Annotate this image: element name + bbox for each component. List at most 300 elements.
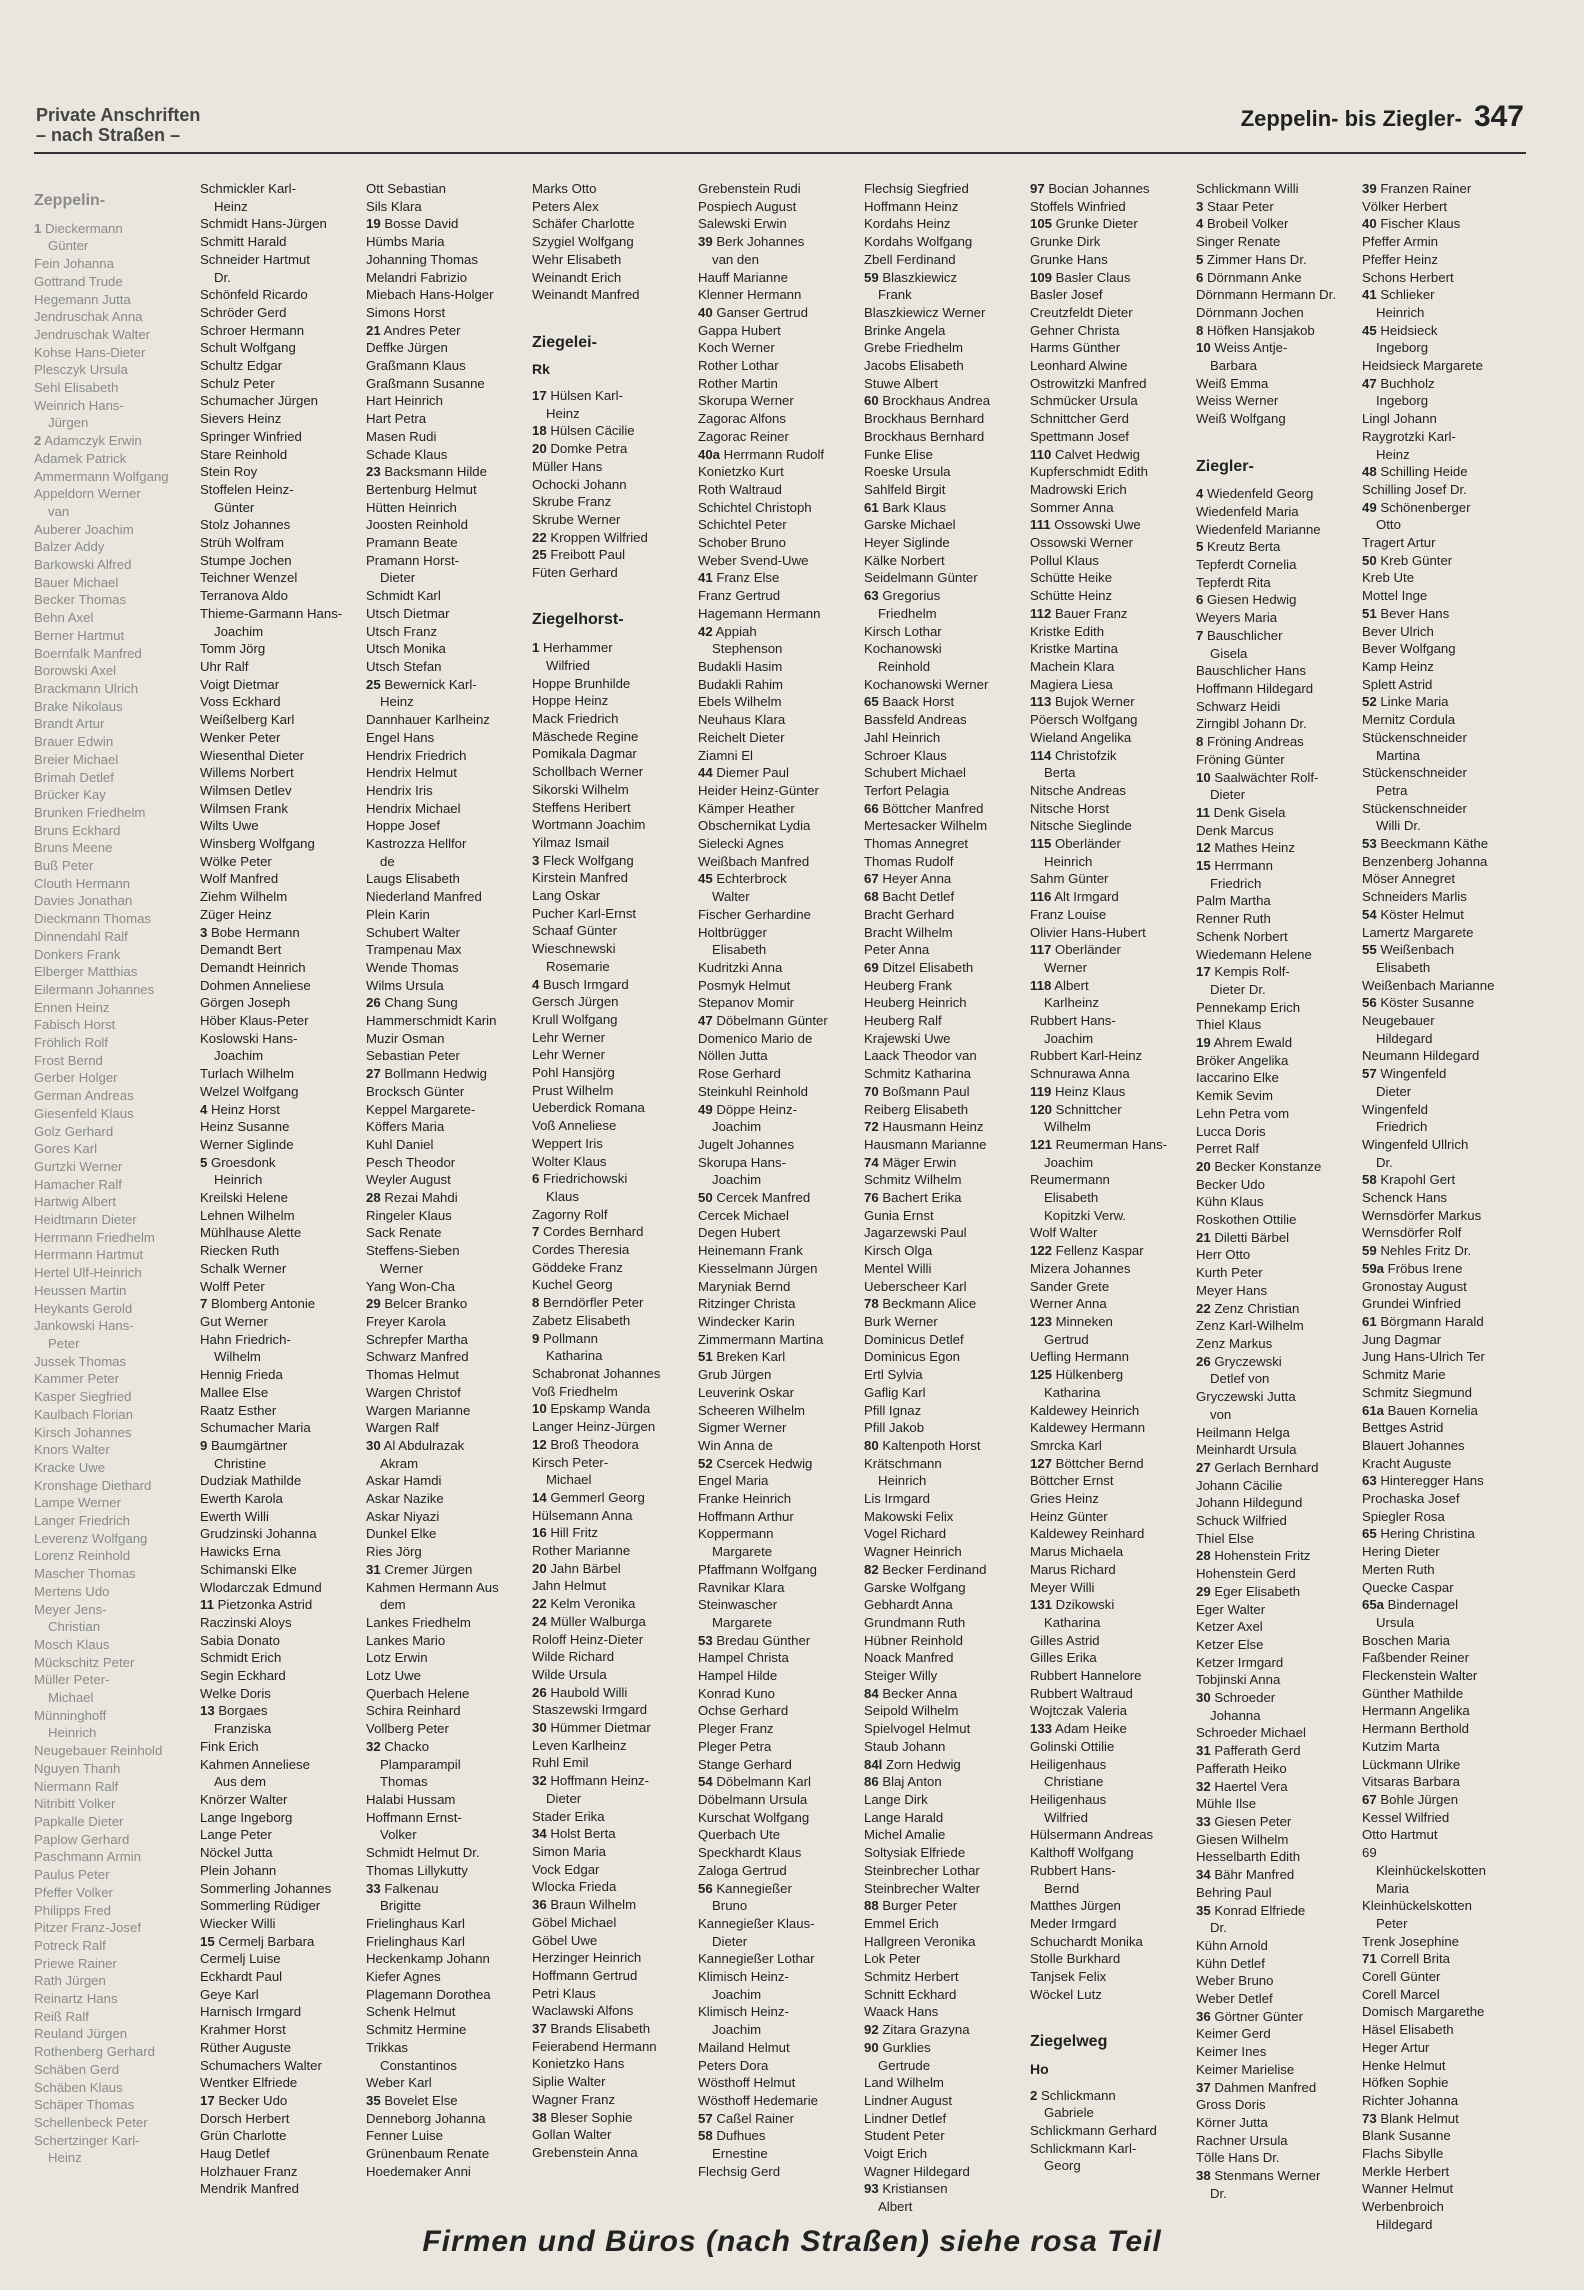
directory-entry: Schilling Josef Dr. — [1362, 481, 1467, 497]
directory-column — [200, 180, 366, 2197]
directory-entry: Kristke Martina — [1030, 641, 1118, 657]
directory-entry: 51 Breken Karl — [698, 1349, 786, 1365]
directory-entry: Spettmann Josef — [1030, 428, 1129, 444]
directory-entry: 115 Oberländer — [1030, 836, 1121, 852]
directory-entry: 2 Adamczyk Erwin — [34, 433, 142, 449]
directory-entry: Joachim — [1044, 1030, 1094, 1046]
directory-entry: Brinke Angela — [864, 322, 946, 338]
directory-entry: Wiecker Willi — [200, 1915, 276, 1931]
directory-entry: Michel Amalie — [864, 1827, 946, 1843]
directory-entry: Kupferschmidt Edith — [1030, 464, 1149, 480]
directory-entry: Gappa Hubert — [698, 322, 781, 338]
directory-entry: Blaszkiewicz Werner — [864, 304, 986, 320]
directory-entry: 40 Ganser Gertrud — [698, 304, 808, 320]
directory-entry: Göbel Michael — [532, 1914, 617, 1930]
directory-entry: Potreck Ralf — [34, 1937, 106, 1953]
directory-entry: Konietzko Hans — [532, 2056, 625, 2072]
directory-entry: Kordahs Heinz — [864, 216, 951, 232]
directory-entry: 41 Schlieker — [1362, 287, 1435, 303]
directory-entry: Pomikala Dagmar — [532, 746, 637, 762]
directory-entry: 20 Becker Konstanze — [1196, 1158, 1322, 1174]
directory-entry: Garske Michael — [864, 517, 956, 533]
directory-entry: 13 Borgaes — [200, 1703, 268, 1719]
directory-entry: 34 Holst Berta — [532, 1826, 616, 1842]
directory-entry: Katharina — [1044, 1384, 1101, 1400]
directory-entry: Rachner Ursula — [1196, 2132, 1288, 2148]
directory-entry: Ueberscheer Karl — [864, 1278, 967, 1294]
directory-entry: 4 Heinz Horst — [200, 1101, 280, 1117]
directory-entry: Kannegießer Lothar — [698, 1951, 815, 1967]
directory-entry: Sommerling Johannes — [200, 1880, 332, 1896]
directory-entry: Utsch Monika — [366, 641, 446, 657]
directory-entry: Stephenson — [712, 641, 783, 657]
directory-entry: Höber Klaus-Peter — [200, 1013, 309, 1029]
directory-entry: Pramann Beate — [366, 535, 458, 551]
directory-entry: 21 Diletti Bärbel — [1196, 1229, 1290, 1245]
directory-entry: Kühn Klaus — [1196, 1194, 1264, 1210]
directory-entry: Rubbert Hannelore — [1030, 1668, 1142, 1684]
directory-entry: Kutzim Marta — [1362, 1738, 1440, 1754]
directory-entry: 8 Berndörfler Peter — [532, 1295, 644, 1311]
directory-entry: Schollbach Werner — [532, 764, 644, 780]
directory-entry: Wilms Ursula — [366, 977, 444, 993]
directory-entry: Hendrix Helmut — [366, 765, 457, 781]
directory-entry: Seidelmann Günter — [864, 570, 978, 586]
directory-entry: Ochocki Johann — [532, 476, 627, 492]
directory-entry: Kreb Ute — [1362, 570, 1415, 586]
directory-entry: Rother Marianne — [532, 1543, 631, 1559]
directory-entry: Demandt Bert — [200, 942, 282, 958]
directory-entry: 125 Hülkenberg — [1030, 1367, 1124, 1383]
directory-entry: Grundmann Ruth — [864, 1614, 966, 1630]
directory-entry: Kuhl Daniel — [366, 1136, 434, 1152]
directory-entry: Bracht Wilhelm — [864, 924, 953, 940]
directory-entry: 27 Gerlach Bernhard — [1196, 1459, 1319, 1475]
directory-entry: Askar Hamdi — [366, 1473, 442, 1489]
directory-entry: Hampel Hilde — [698, 1668, 778, 1684]
directory-entry: Tomm Jörg — [200, 641, 266, 657]
directory-entry: Ochse Gerhard — [698, 1703, 789, 1719]
directory-entry: 84 Becker Anna — [864, 1685, 958, 1701]
directory-entry: Behring Paul — [1196, 1884, 1272, 1900]
directory-entry: Schäfer Charlotte — [532, 216, 635, 232]
directory-entry: Johanning Thomas — [366, 251, 478, 267]
directory-entry: Heiligenhaus — [1030, 1756, 1107, 1772]
directory-entry: Franke Heinrich — [698, 1491, 792, 1507]
directory-entry: Fröhlich Rolf — [34, 1035, 109, 1051]
directory-entry: Schira Reinhard — [366, 1703, 461, 1719]
directory-entry: Heussen Martin — [34, 1282, 127, 1298]
directory-entry: 74 Mäger Erwin — [864, 1154, 957, 1170]
directory-entry: Mäschede Regine — [532, 728, 639, 744]
directory-entry: Smrcka Karl — [1030, 1437, 1102, 1453]
directory-entry: Iaccarino Elke — [1196, 1070, 1279, 1086]
directory-entry: Berner Hartmut — [34, 627, 125, 643]
directory-entry: Brimah Detlef — [34, 769, 114, 785]
directory-entry: Golz Gerhard — [34, 1123, 114, 1139]
directory-entry: 1 Herhammer — [532, 640, 613, 656]
directory-entry: Katharina — [1044, 1614, 1101, 1630]
directory-entry: Raczinski Aloys — [200, 1614, 292, 1630]
directory-entry: Ries Jörg — [366, 1544, 422, 1560]
directory-entry: Flechsig Siegfried — [864, 181, 969, 196]
directory-entry: Tölle Hans Dr. — [1196, 2150, 1280, 2166]
directory-entry: 47 Buchholz — [1362, 375, 1435, 391]
directory-entry: Wöckel Lutz — [1030, 1986, 1102, 2002]
directory-entry: Zenz Markus — [1196, 1336, 1273, 1351]
directory-entry: Gross Doris — [1196, 2097, 1266, 2113]
directory-entry: 57 Wingenfeld — [1362, 1066, 1447, 1082]
directory-entry: Hermann Angelika — [1362, 1703, 1470, 1719]
directory-entry: Brunken Friedhelm — [34, 804, 146, 820]
directory-entry: Mendrik Manfred — [200, 2181, 299, 2197]
directory-entry: Laack Theodor van — [864, 1048, 977, 1064]
directory-entry: 2 Schlickmann — [1030, 2087, 1116, 2103]
directory-entry: Schmidt Erich — [200, 1650, 282, 1666]
directory-entry: Gebhardt Anna — [864, 1597, 953, 1613]
directory-entry: Fabisch Horst — [34, 1017, 116, 1033]
directory-entry: Bruno — [712, 1898, 748, 1914]
directory-entry: Uhr Ralf — [200, 658, 249, 674]
directory-entry: Schlickmann Willi — [1196, 181, 1299, 196]
directory-entry: Hildegard — [1376, 2216, 1433, 2232]
directory-entry: 7 Blomberg Antonie — [200, 1296, 316, 1312]
directory-entry: Klimisch Heinz- — [698, 1969, 789, 1985]
directory-entry: Elisabeth — [712, 942, 767, 958]
directory-entry: Buß Peter — [34, 858, 94, 874]
directory-entry: Emmel Erich — [864, 1915, 939, 1931]
directory-entry: Tanjsek Felix — [1030, 1969, 1107, 1985]
directory-entry: 3 Staar Peter — [1196, 198, 1274, 214]
directory-entry: Heyer Siglinde — [864, 535, 950, 551]
directory-entry: Krajewski Uwe — [864, 1030, 951, 1046]
directory-entry: Ebels Wilhelm — [698, 694, 782, 710]
directory-entry: Sehl Elisabeth — [34, 380, 119, 396]
directory-entry: Kleinhückelskotten — [1362, 1898, 1472, 1914]
directory-entry: Dörnmann Jochen — [1196, 304, 1304, 320]
directory-entry: Feierabend Hermann — [532, 2038, 657, 2054]
directory-entry: 44 Diemer Paul — [698, 765, 789, 781]
directory-entry: Sander Grete — [1030, 1278, 1110, 1294]
directory-entry: Skorupa Werner — [698, 393, 794, 409]
directory-entry: Stare Reinhold — [200, 446, 288, 462]
directory-entry: Schmidt Hans-Jürgen — [200, 216, 327, 232]
directory-entry: Holzhauer Franz — [200, 2163, 298, 2179]
directory-entry: 76 Bachert Erika — [864, 1190, 962, 1206]
directory-column — [34, 180, 200, 2170]
directory-entry: Borowski Axel — [34, 663, 117, 679]
directory-entry: Grunke Hans — [1030, 251, 1108, 267]
directory-entry: Jendruschak Anna — [34, 309, 143, 325]
directory-entry: Schalk Werner — [200, 1260, 287, 1276]
directory-entry: 10 Saalwächter Rolf- — [1196, 769, 1319, 785]
directory-entry: Lotz Erwin — [366, 1650, 428, 1666]
directory-entry: Tepferdt Rita — [1196, 574, 1271, 590]
directory-entry: Kuchel Georg — [532, 1277, 613, 1293]
directory-entry: Grundei Winfried — [1362, 1296, 1461, 1312]
directory-entry: Hildegard — [1376, 1030, 1433, 1046]
directory-entry: Hartwig Albert — [34, 1194, 117, 1210]
directory-entry: Papkalle Dieter — [34, 1813, 124, 1829]
directory-entry: Knörzer Walter — [200, 1791, 288, 1807]
directory-entry: Gronostay August — [1362, 1278, 1467, 1294]
directory-entry: Rother Martin — [698, 375, 778, 391]
directory-entry: Thomas Rudolf — [864, 853, 954, 869]
directory-entry: Hohenstein Gerd — [1196, 1566, 1296, 1582]
directory-entry: Eger Walter — [1196, 1601, 1266, 1617]
directory-entry: Petra — [1376, 782, 1408, 798]
directory-entry: Hering Dieter — [1362, 1544, 1440, 1560]
directory-entry: 33 Falkenau — [366, 1880, 439, 1896]
directory-entry — [532, 582, 698, 600]
directory-entry: Klenner Hermann — [698, 287, 802, 303]
directory-entry: Thomas Helmut — [366, 1367, 460, 1383]
directory-entry: Wlodarczak Edmund — [200, 1579, 322, 1595]
directory-entry: Grün Charlotte — [200, 2128, 287, 2144]
directory-entry: Jugelt Johannes — [698, 1136, 795, 1152]
directory-entry: de — [380, 853, 395, 869]
directory-entry: Pfill Jakob — [864, 1420, 925, 1436]
directory-entry: 5 Groesdonk — [200, 1154, 276, 1170]
directory-entry: 127 Böttcher Bernd — [1030, 1455, 1144, 1471]
directory-entry: Mückschitz Peter — [34, 1654, 135, 1670]
directory-entry: 86 Blaj Anton — [864, 1774, 942, 1790]
directory-entry: Gores Karl — [34, 1141, 98, 1157]
directory-entry: Nguyen Thanh — [34, 1760, 121, 1776]
directory-entry: Grünenbaum Renate — [366, 2146, 490, 2162]
directory-entry: Schubert Michael — [864, 765, 966, 781]
directory-entry: Schlickmann Gerhard — [1030, 2122, 1157, 2138]
directory-entry: 59 Nehles Fritz Dr. — [1362, 1243, 1472, 1259]
directory-entry: 35 Bovelet Else — [366, 2092, 458, 2108]
directory-entry: Wagner Hildegard — [864, 2163, 970, 2179]
directory-entry: 22 Kroppen Wilfried — [532, 529, 648, 545]
directory-entry: Langer Friedrich — [34, 1513, 131, 1529]
directory-entry: Gisela — [1210, 645, 1248, 661]
directory-entry: Ravnikar Klara — [698, 1579, 785, 1595]
directory-entry: 65 Baack Horst — [864, 694, 955, 710]
directory-entry: Sievers Heinz — [200, 411, 282, 427]
directory-entry: Münninghoff — [34, 1707, 107, 1723]
directory-entry: 14 Gemmerl Georg — [532, 1489, 645, 1505]
directory-entry: Kirsch Lothar — [864, 623, 942, 639]
directory-entry: Kurschat Wolfgang — [698, 1809, 810, 1825]
directory-entry: Melandri Fabrizio — [366, 269, 468, 285]
directory-entry: Wilhelm — [214, 1349, 261, 1365]
directory-entry: Corell Günter — [1362, 1969, 1441, 1985]
directory-entry: Kiesselmann Jürgen — [698, 1260, 818, 1276]
directory-entry: Corell Marcel — [1362, 1986, 1440, 2002]
directory-entry: Schmitz Wilhelm — [864, 1172, 962, 1188]
directory-entry: Nöllen Jutta — [698, 1048, 768, 1064]
directory-entry: Weber Svend-Uwe — [698, 552, 809, 568]
directory-entry: Kopitzki Verw. — [1044, 1207, 1127, 1223]
directory-entry: Magiera Liesa — [1030, 676, 1113, 692]
directory-entry: Kahmen Anneliese — [200, 1756, 310, 1772]
directory-entry: Wargen Marianne — [366, 1402, 471, 1418]
directory-entry: Wilhelm — [1044, 1119, 1091, 1135]
directory-entry: Völker Herbert — [1362, 198, 1448, 214]
directory-entry: Askar Nazike — [366, 1491, 444, 1507]
directory-entry: Grebenstein Rudi — [698, 181, 801, 196]
directory-entry: Sils Klara — [366, 198, 422, 214]
directory-entry: Schmitt Harald — [200, 234, 287, 250]
directory-entry: 41 Franz Else — [698, 570, 780, 586]
directory-entry: Kochanowski — [864, 641, 942, 657]
directory-entry: Ringeler Klaus — [366, 1207, 452, 1223]
directory-entry: Segin Eckhard — [200, 1668, 286, 1684]
directory-entry: Holtbrügger — [698, 924, 767, 940]
street-subheading: Rk — [532, 361, 550, 378]
directory-entry: Lang Oskar — [532, 888, 601, 904]
directory-entry: 4 Wiedenfeld Georg — [1196, 486, 1314, 502]
directory-entry: Schnurawa Anna — [1030, 1066, 1130, 1082]
directory-entry: Schäper Thomas — [34, 2097, 135, 2113]
directory-entry: 18 Hülsen Cäcilie — [532, 423, 635, 439]
directory-entry: Denk Marcus — [1196, 822, 1274, 838]
directory-entry: Schmitz Siegmund — [1362, 1384, 1472, 1400]
directory-entry: 59 Blaszkiewicz — [864, 269, 958, 285]
directory-entry: Lange Ingeborg — [200, 1809, 293, 1825]
directory-entry: Heinz — [1376, 446, 1410, 462]
directory-entry: Pöersch Wolfgang — [1030, 712, 1138, 728]
directory-entry: Engel Hans — [366, 729, 435, 745]
directory-entry: 54 Köster Helmut — [1362, 906, 1464, 922]
directory-entry: 33 Giesen Peter — [1196, 1813, 1292, 1829]
directory-entry: 40 Fischer Klaus — [1362, 216, 1461, 232]
directory-entry: Schmücker Ursula — [1030, 393, 1138, 409]
directory-entry: Kudritzki Anna — [698, 959, 783, 975]
directory-entry: Stoffelen Heinz- — [200, 481, 294, 497]
directory-entry: 63 Gregorius — [864, 588, 941, 604]
directory-entry: Göbel Uwe — [532, 1932, 598, 1948]
directory-entry: Gerber Holger — [34, 1070, 118, 1086]
directory-entry: Bracht Gerhard — [864, 906, 955, 922]
directory-entry: Zenz Karl-Wilhelm — [1196, 1318, 1304, 1334]
directory-entry: 6 Dörnmann Anke — [1196, 269, 1302, 285]
directory-entry: Madrowski Erich — [1030, 481, 1127, 497]
section-header-line2: – nach Straßen – — [36, 125, 181, 145]
directory-entry: 55 Weißenbach — [1362, 942, 1455, 958]
directory-entry: Meyer Hans — [1196, 1282, 1268, 1298]
directory-entry: Heinz Susanne — [200, 1119, 290, 1135]
directory-entry: Zaloga Gertrud — [698, 1862, 787, 1878]
directory-entry: Brockhaus Bernhard — [864, 428, 985, 444]
directory-entry: Häsel Elisabeth — [1362, 2022, 1454, 2038]
directory-entry: Plein Johann — [200, 1862, 277, 1878]
directory-entry: Brackmann Ulrich — [34, 680, 139, 696]
directory-entry: Wentker Elfriede — [200, 2075, 298, 2091]
directory-entry: Jahl Heinrich — [864, 729, 941, 745]
directory-entry: Bever Ulrich — [1362, 623, 1434, 639]
directory-entry: 50 Cercek Manfred — [698, 1190, 811, 1206]
directory-entry: Utsch Franz — [366, 623, 438, 639]
directory-entry: Steinbrecher Lothar — [864, 1862, 980, 1878]
directory-entry: Neugebauer — [1362, 1013, 1435, 1029]
directory-entry: Zirngibl Johann Dr. — [1196, 716, 1307, 732]
directory-entry: 65a Bindernagel — [1362, 1597, 1459, 1613]
directory-entry: Sommer Anna — [1030, 499, 1114, 515]
directory-entry: 17 Becker Udo — [200, 2092, 288, 2108]
directory-entry: Schumacher Maria — [200, 1420, 311, 1436]
directory-entry: Walter — [712, 889, 750, 905]
directory-entry: Boernfalk Manfred — [34, 645, 142, 661]
directory-entry: Pleger Petra — [698, 1738, 772, 1754]
directory-entry: Joachim — [712, 1119, 762, 1135]
directory-entry: Kurth Peter — [1196, 1265, 1263, 1281]
directory-entry: Ammermann Wolfgang — [34, 468, 169, 484]
directory-entry: 7 Cordes Bernhard — [532, 1224, 644, 1240]
directory-entry: Langer Heinz-Jürgen — [532, 1419, 656, 1435]
directory-entry: 10 Epskamp Wanda — [532, 1401, 651, 1417]
directory-entry: Hennig Frieda — [200, 1367, 283, 1383]
directory-entry: Schumachers Walter — [200, 2057, 322, 2073]
directory-entry: Gersch Jürgen — [532, 994, 619, 1010]
directory-entry: Kaldewey Heinrich — [1030, 1402, 1140, 1418]
directory-entry: 67 Bohle Jürgen — [1362, 1791, 1459, 1807]
directory-entry: Burk Werner — [864, 1314, 938, 1329]
directory-entry: Jung Dagmar — [1362, 1331, 1442, 1347]
directory-entry: Möser Annegret — [1362, 871, 1456, 887]
directory-entry: Sebastian Peter — [366, 1048, 460, 1064]
directory-entry: Askar Niyazi — [366, 1508, 440, 1524]
directory-entry: Wösthoff Helmut — [698, 2075, 796, 2091]
directory-entry: Hammerschmidt Karin — [366, 1013, 497, 1029]
directory-entry: German Andreas — [34, 1088, 134, 1104]
directory-entry: 9 Pollmann — [532, 1330, 598, 1346]
directory-entry: Heger Artur — [1362, 2039, 1430, 2055]
directory-entry: Plein Karin — [366, 906, 430, 922]
directory-entry: Frielinghaus Karl — [366, 1933, 465, 1949]
directory-entry: Speckhardt Klaus — [698, 1845, 802, 1861]
directory-entry: Ennen Heinz — [34, 999, 110, 1015]
directory-entry: Krätschmann — [864, 1455, 942, 1471]
directory-entry: Akram — [380, 1455, 419, 1471]
directory-entry: 32 Haertel Vera — [1196, 1778, 1288, 1794]
directory-entry: Waclawski Alfons — [532, 2003, 634, 2019]
directory-entry: Niermann Ralf — [34, 1778, 119, 1794]
directory-entry: Franz Louise — [1030, 906, 1107, 922]
directory-entry: Joachim — [712, 1172, 762, 1188]
directory-entry: 39 Franzen Rainer — [1362, 181, 1472, 196]
directory-entry: 27 Bollmann Hedwig — [366, 1066, 487, 1082]
directory-entry: Faßbender Reiner — [1362, 1650, 1470, 1666]
directory-entry: Wilmsen Detlev — [200, 782, 292, 798]
directory-entry: Lange Harald — [864, 1809, 944, 1825]
directory-entry: Eckhardt Paul — [200, 1969, 283, 1985]
directory-entry: 7 Bauschlicher — [1196, 627, 1283, 643]
directory-entry: Wieschnewski — [532, 941, 616, 957]
directory-entry: Jürgen — [48, 415, 89, 431]
directory-entry: Student Peter — [864, 2128, 945, 2144]
directory-entry: Reuland Jürgen — [34, 2026, 128, 2042]
directory-entry: Sahlfeld Birgit — [864, 481, 946, 497]
directory-entry: Peters Dora — [698, 2057, 769, 2073]
directory-entry: Wolf Manfred — [200, 871, 279, 887]
directory-entry: Rothenberg Gerhard — [34, 2044, 155, 2060]
directory-entry: Schwarz Heidi — [1196, 698, 1281, 714]
directory-column — [1362, 180, 1528, 2232]
directory-entry: Bassfeld Andreas — [864, 712, 967, 728]
directory-entry: Hülsemann Anna — [532, 1507, 633, 1523]
directory-entry: 20 Domke Petra — [532, 441, 628, 457]
directory-entry: Bauer Michael — [34, 574, 119, 590]
directory-entry: Wenker Peter — [200, 729, 281, 745]
directory-entry: Stolz Johannes — [200, 517, 291, 533]
directory-entry: 118 Albert — [1030, 977, 1089, 993]
directory-entry: Paschmann Armin — [34, 1849, 142, 1865]
street-heading: Ziegelweg — [1030, 2033, 1108, 2051]
